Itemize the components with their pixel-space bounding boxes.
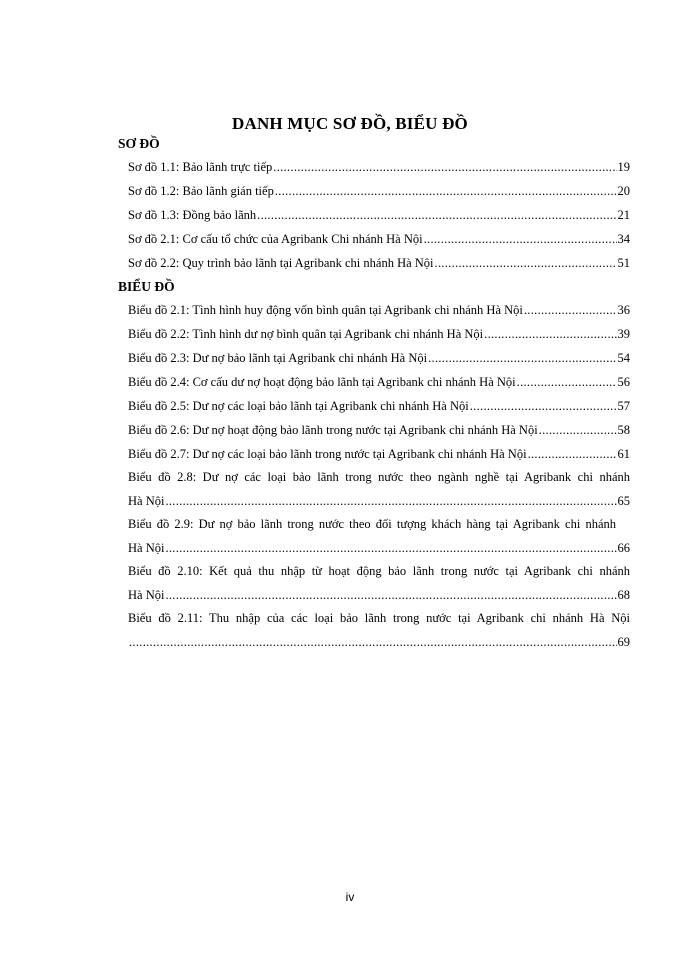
toc-label: Biểu đồ 2.7: Dư nợ các loại bảo lãnh trong nước tại Agribank chi nhánh Hà Nội (128, 447, 527, 461)
toc-label: Sơ đồ 1.3: Đồng bảo lãnh (128, 208, 257, 222)
toc-dot-leader (539, 423, 617, 438)
toc-page-number: 68 (617, 588, 630, 602)
toc-label: Biểu đồ 2.2: Tình hình dư nợ bình quân tại Agribank chi nhánh Hà Nội (128, 327, 484, 341)
page-title: DANH MỤC SƠ ĐỒ, BIỂU ĐỒ (231, 114, 468, 133)
toc-entry-bieu-do-2-4[interactable] (0, 375, 700, 399)
toc-page-number: 69 (617, 635, 630, 649)
toc-label-continued: Hà Nội (128, 588, 165, 602)
toc-page-number: 58 (617, 423, 630, 437)
toc-dot-leader (165, 494, 616, 509)
toc-page-number: 36 (617, 303, 630, 317)
toc-dot-leader (129, 635, 617, 650)
toc-dot-leader (275, 184, 617, 199)
toc-entry-bieu-do-2-11[interactable] (0, 611, 700, 659)
toc-label: Sơ đồ 1.2: Bảo lãnh gián tiếp (128, 184, 274, 198)
toc-entry-so-do-2-1[interactable] (0, 232, 700, 256)
toc-label: Biểu đồ 2.5: Dư nợ các loại bảo lãnh tại Agribank chi nhánh Hà Nội (128, 399, 469, 413)
toc-page-number: 66 (617, 541, 630, 555)
toc-dot-leader (428, 351, 616, 366)
toc-dot-leader (524, 303, 617, 318)
toc-entry-bieu-do-2-2[interactable] (0, 327, 700, 351)
toc-page-number: 34 (617, 232, 630, 246)
toc-dot-leader (165, 588, 616, 603)
toc-entry-so-do-1-2[interactable] (0, 184, 700, 208)
toc-dot-leader (528, 447, 617, 462)
toc-entry-so-do-1-3[interactable] (0, 208, 700, 232)
toc-dot-leader (165, 541, 616, 556)
toc-label: Biểu đồ 2.8: Dư nợ các loại bảo lãnh trong nước theo ngành nghề tại Agribank chi nhánh (128, 470, 630, 484)
toc-page-number: 21 (617, 208, 630, 222)
toc-dot-leader (435, 256, 617, 271)
section-heading-so-do: SƠ ĐỒ (118, 136, 160, 151)
toc-label: Sơ đồ 2.2: Quy trình bảo lãnh tại Agribank chi nhánh Hà Nội (128, 256, 434, 270)
toc-entry-bieu-do-2-7[interactable] (0, 447, 700, 471)
toc-label-continued: Hà Nội (128, 494, 165, 508)
section-heading-bieu-do: BIỂU ĐỒ (118, 279, 175, 294)
toc-label: Sơ đồ 2.1: Cơ cấu tổ chức của Agribank Chi nhánh Hà Nội (128, 232, 423, 246)
toc-label: Biểu đồ 2.9: Dư nợ bảo lãnh trong nước theo đối tượng khách hàng tại Agribank chi nhánh (128, 517, 616, 531)
toc-entry-bieu-do-2-6[interactable] (0, 423, 700, 447)
toc-page-number: 54 (617, 351, 630, 365)
toc-label: Biểu đồ 2.4: Cơ cấu dư nợ hoạt động bảo lãnh tại Agribank chi nhánh Hà Nội (128, 375, 516, 389)
toc-page-number: 56 (617, 375, 630, 389)
toc-page-number: 20 (617, 184, 630, 198)
toc-label: Biểu đồ 2.10: Kết quả thu nhập từ hoạt động bảo lãnh trong nước tại Agribank chi nhánh (128, 564, 630, 578)
toc-page-number: 51 (617, 256, 630, 270)
toc-page-number: 61 (617, 447, 630, 461)
toc-dot-leader (517, 375, 617, 390)
toc-page-number: 39 (617, 327, 630, 341)
toc-label-continued: Hà Nội (128, 541, 165, 555)
toc-page-number: 19 (617, 160, 630, 174)
toc-label: Biểu đồ 2.11: Thu nhập của các loại bảo lãnh trong nước tại Agribank chi nhánh Hà Nội (128, 611, 630, 625)
toc-entry-bieu-do-2-8[interactable] (0, 470, 700, 518)
toc-dot-leader (273, 160, 616, 175)
toc-entry-bieu-do-2-1[interactable] (0, 303, 700, 327)
toc-entry-bieu-do-2-5[interactable] (0, 399, 700, 423)
toc-entry-so-do-1-1[interactable] (0, 160, 700, 184)
toc-entry-so-do-2-2[interactable] (0, 256, 700, 280)
toc-dot-leader (424, 232, 617, 247)
page-number: iv (345, 890, 355, 904)
toc-page-number: 57 (617, 399, 630, 413)
toc-label: Sơ đồ 1.1: Bảo lãnh trực tiếp (128, 160, 273, 174)
toc-entry-bieu-do-2-3[interactable] (0, 351, 700, 375)
toc-label: Biểu đồ 2.6: Dư nợ hoạt động bảo lãnh trong nước tại Agribank chi nhánh Hà Nội (128, 423, 538, 437)
toc-entry-bieu-do-2-9[interactable] (0, 517, 700, 565)
toc-dot-leader (257, 208, 616, 223)
toc-dot-leader (484, 327, 616, 342)
toc-label: Biểu đồ 2.3: Dư nợ bảo lãnh tại Agribank chi nhánh Hà Nội (128, 351, 428, 365)
toc-page-number: 65 (617, 494, 630, 508)
toc-dot-leader (470, 399, 617, 414)
toc-label: Biểu đồ 2.1: Tình hình huy động vốn bình quân tại Agribank chi nhánh Hà Nội (128, 303, 523, 317)
toc-entry-bieu-do-2-10[interactable] (0, 564, 700, 612)
